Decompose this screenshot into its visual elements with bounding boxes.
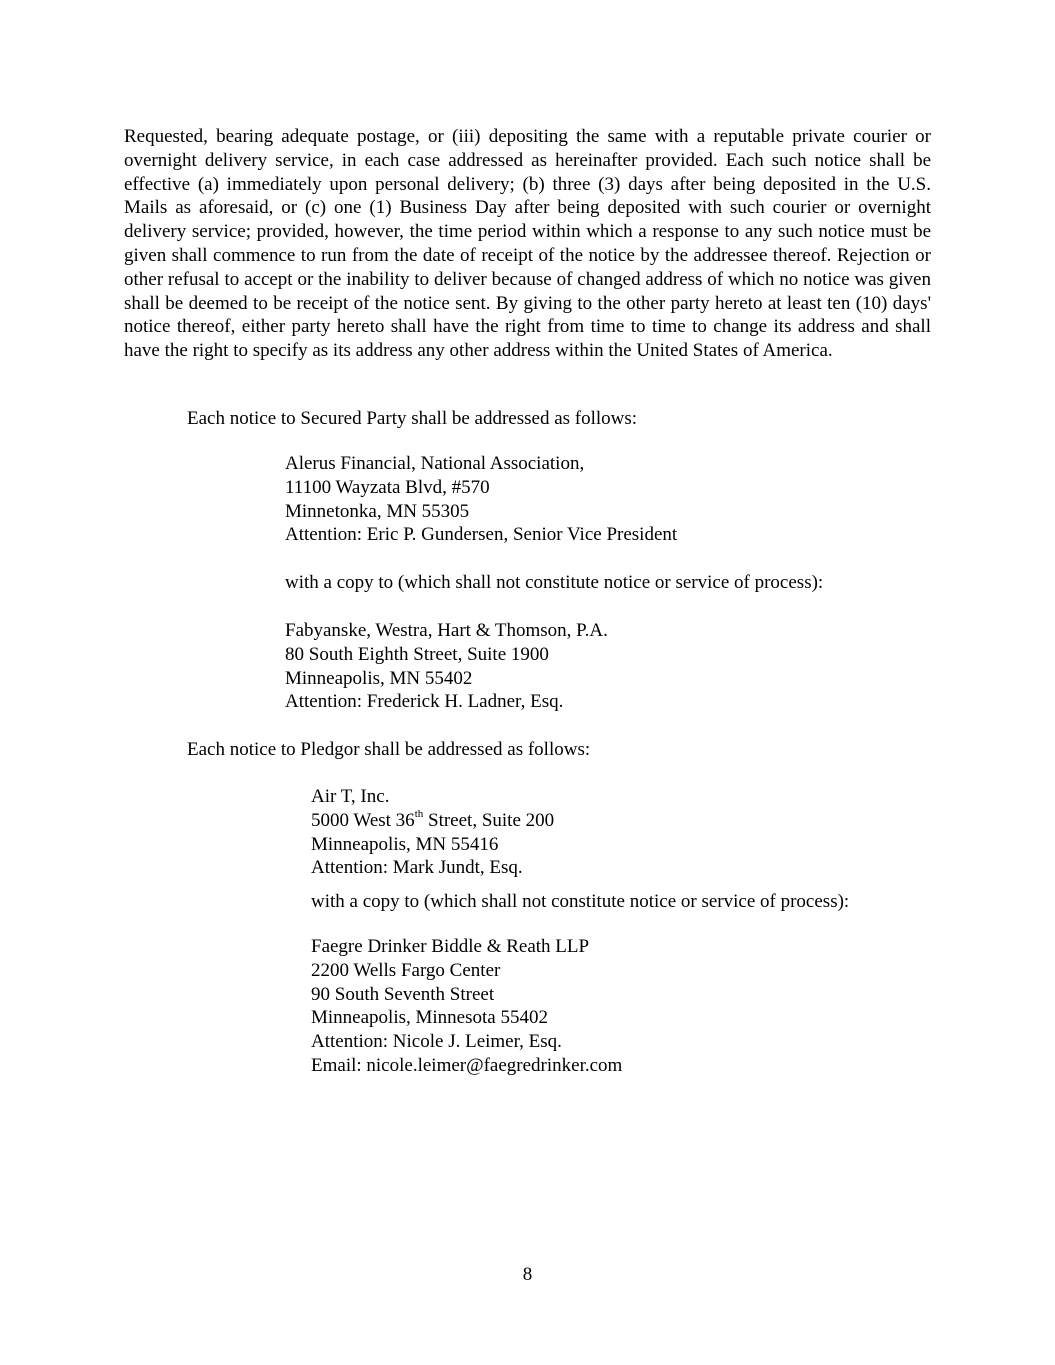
address-line: Attention: Nicole J. Leimer, Esq. bbox=[311, 1031, 562, 1053]
address-line: 11100 Wayzata Blvd, #570 bbox=[285, 476, 490, 498]
notice-paragraph: Requested, bearing adequate postage, or (iii) depositing the same with a reputable private courier or overnight delivery service, in each case addressed as hereinafter provided. Each such notice shall be effective (a) immediately upon personal delivery; (b) three (3) days after being deposited in the U.S. Mails as aforesaid, or (c) one (1) Business Day after being deposited with such courier or overnight delivery service; provided, however, the time period within which a response to any such notice must be given shall commence to run from the date of receipt of the notice by the addressee thereof. Rejection or other refusal to accept or the inability to deliver because of changed address of which no notice was given shall be deemed to be receipt of the notice sent. By giving to the other party hereto at least ten (10) days' notice thereof, either party hereto shall have the right from time to time to change its address and shall have the right to specify as its address any other address within the United States of America. bbox=[124, 126, 931, 362]
address-line: Minneapolis, Minnesota 55402 bbox=[311, 1007, 548, 1029]
pledgor-copy-note: with a copy to (which shall not constitute notice or service of process): bbox=[311, 891, 850, 912]
address-line: Air T, Inc. bbox=[311, 786, 390, 807]
address-line: Attention: Mark Jundt, Esq. bbox=[311, 857, 523, 879]
street-number: 5000 West 36 bbox=[311, 809, 415, 831]
address-line: 80 South Eighth Street, Suite 1900 bbox=[285, 643, 549, 665]
pledgor-address bbox=[311, 785, 554, 880]
address-line: Faegre Drinker Biddle & Reath LLP bbox=[311, 936, 590, 957]
email-line: Email: nicole.leimer@faegredrinker.com bbox=[311, 1054, 623, 1076]
address-line: 90 South Seventh Street bbox=[311, 983, 495, 1005]
ordinal-suffix: th bbox=[414, 808, 424, 821]
secured-party-copy-address bbox=[285, 619, 608, 714]
address-line: Attention: Frederick H. Ladner, Esq. bbox=[285, 691, 564, 713]
address-line: 2200 Wells Fargo Center bbox=[311, 959, 501, 981]
pledgor-lead: Each notice to Pledgor shall be addressed as follows: bbox=[187, 739, 591, 760]
address-line: Attention: Eric P. Gundersen, Senior Vice President bbox=[285, 524, 678, 546]
address-line bbox=[311, 809, 554, 833]
address-line: Minnetonka, MN 55305 bbox=[285, 500, 470, 522]
secured-party-lead: Each notice to Secured Party shall be addressed as follows: bbox=[187, 408, 638, 429]
secured-party-address bbox=[285, 452, 677, 547]
secured-party-copy-note: with a copy to (which shall not constitute notice or service of process): bbox=[285, 572, 824, 593]
pledgor-copy-address bbox=[311, 935, 622, 1078]
address-line: Minneapolis, MN 55402 bbox=[285, 667, 473, 689]
page-number: 8 bbox=[522, 1264, 533, 1285]
address-line: Fabyanske, Westra, Hart & Thomson, P.A. bbox=[285, 620, 608, 641]
street-rest: Street, Suite 200 bbox=[423, 809, 555, 831]
address-line: Alerus Financial, National Association, bbox=[285, 453, 585, 474]
address-line: Minneapolis, MN 55416 bbox=[311, 833, 499, 855]
